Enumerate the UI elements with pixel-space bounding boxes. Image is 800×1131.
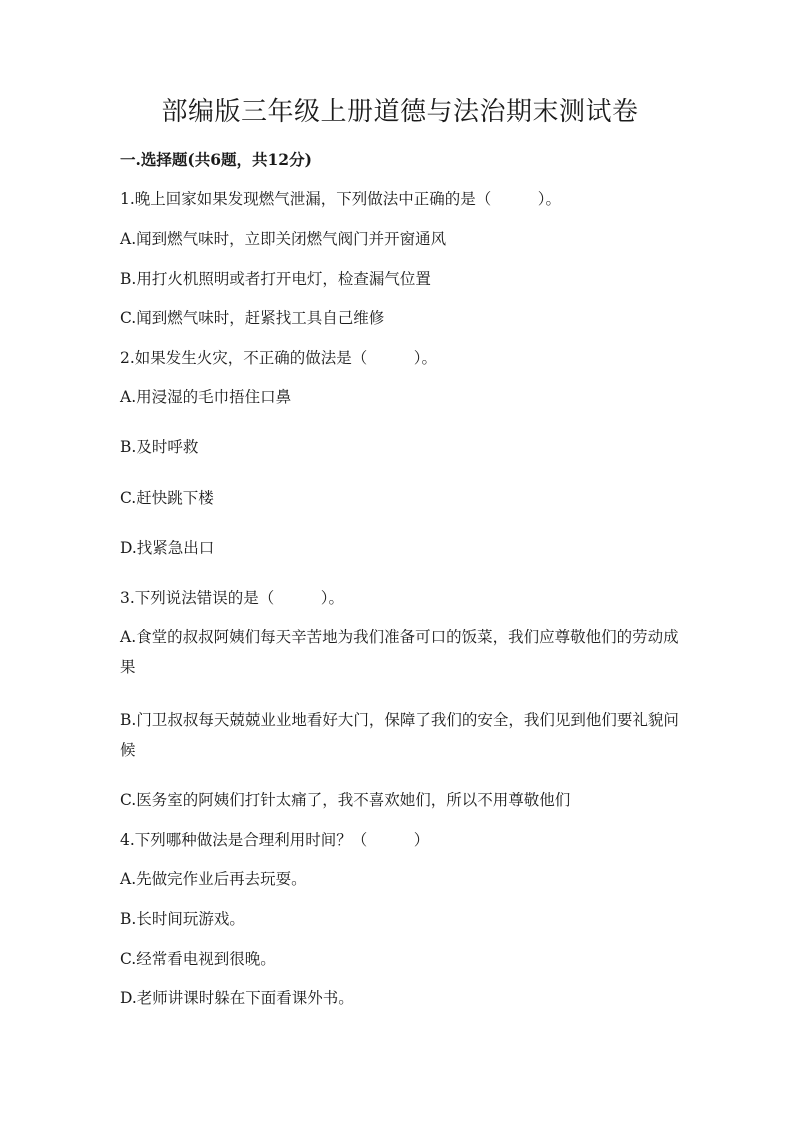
question-4-option-d: D.老师讲课时躲在下面看课外书。 xyxy=(120,989,354,1007)
question-1-option-c: C.闻到燃气味时，赶紧找工具自己维修 xyxy=(120,309,385,327)
question-3-option-c: C.医务室的阿姨们打针太痛了，我不喜欢她们，所以不用尊敬他们 xyxy=(120,791,571,809)
question-1-stem: 1.晚上回家如果发现燃气泄漏，下列做法中正确的是（ ）。 xyxy=(120,190,562,208)
question-2-option-b: B.及时呼救 xyxy=(120,438,199,456)
question-2-option-d: D.找紧急出口 xyxy=(120,539,215,557)
question-4-stem: 4.下列哪种做法是合理利用时间？（ ） xyxy=(120,831,430,849)
question-1-option-b: B.用打火机照明或者打开电灯，检查漏气位置 xyxy=(120,270,431,288)
section-heading: 一.选择题(共6题，共12分) xyxy=(120,150,312,169)
question-3-stem: 3.下列说法错误的是（ ）。 xyxy=(120,589,345,607)
question-4-option-c: C.经常看电视到很晚。 xyxy=(120,950,276,968)
page-title: 部编版三年级上册道德与法治期末测试卷 xyxy=(161,97,639,127)
question-3-option-b: B.门卫叔叔每天兢兢业业地看好大门，保障了我们的安全，我们见到他们要礼貌问候 xyxy=(120,711,679,759)
question-2-option-a: A.用浸湿的毛巾捂住口鼻 xyxy=(120,388,292,406)
question-3-option-a: A.食堂的叔叔阿姨们每天辛苦地为我们准备可口的饭菜，我们应尊敬他们的劳动成果 xyxy=(120,628,679,676)
question-1-option-a: A.闻到燃气味时，立即关闭燃气阀门并开窗通风 xyxy=(120,230,447,248)
question-4-option-a: A.先做完作业后再去玩耍。 xyxy=(120,870,307,888)
question-4-option-b: B.长时间玩游戏。 xyxy=(120,910,245,928)
question-2-stem: 2.如果发生火灾，不正确的做法是（ ）。 xyxy=(120,349,438,367)
question-2-option-c: C.赶快跳下楼 xyxy=(120,489,214,507)
